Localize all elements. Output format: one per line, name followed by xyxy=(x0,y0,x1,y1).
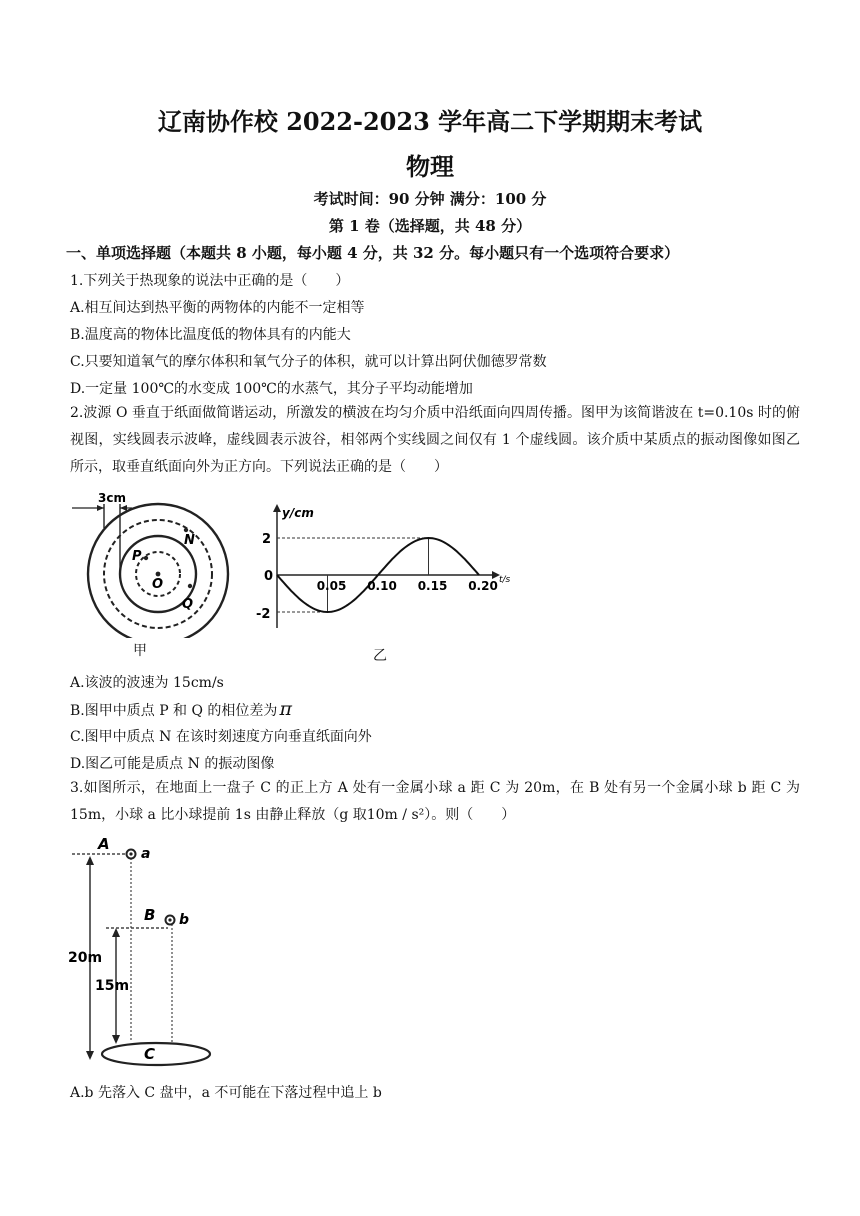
q2-stem: 2.波源 O 垂直于纸面做简谐运动，所激发的横波在均匀介质中沿纸面向四周传播。图甲为该简谐波在 t=0.10s 时的俯视图，实线圆表示波峰，虚线圆表示波谷，相邻两个实线圆之间仅有 1 个虚线圆。该介质中某质点的振动图像如图乙所示，取垂直纸面向外为正方向。下列说法正确的是（ ） xyxy=(70,405,800,475)
dim-label: 3cm xyxy=(98,491,126,505)
label-b: b xyxy=(179,912,190,928)
label-a: a xyxy=(141,846,151,862)
x-tick-010: 0.10 xyxy=(367,579,397,593)
q2-option-c: C.图甲中质点 N 在该时刻速度方向垂直纸面向外 xyxy=(70,729,372,745)
q2-option-a: A.该波的波速为 15cm/s xyxy=(70,675,224,691)
x-axis-label: t/s xyxy=(499,575,510,585)
x-tick-020: 0.20 xyxy=(468,579,498,593)
exam-title: 辽南协作校 2022-2023 学年高二下学期期末考试 xyxy=(157,107,703,136)
q1-option-a: A.相互间达到热平衡的两物体的内能不一定相等 xyxy=(70,300,365,316)
label-p: P xyxy=(132,549,142,564)
label-n: N xyxy=(184,533,195,548)
q3-stem: 3.如图所示，在地面上一盘子 C 的正上方 A 处有一金属小球 a 距 C 为 20m，在 B 处有另一个金属小球 b 距 C 为 15m，小球 a 比小球提前 1s 由静止释放（g 取10m / s²）。则（ ） xyxy=(70,780,800,823)
y-tick-neg: -2 xyxy=(256,607,271,622)
q2-option-d: D.图乙可能是质点 N 的振动图像 xyxy=(70,756,275,772)
label-A: A xyxy=(98,835,110,853)
q2-option-b-wrap xyxy=(70,698,292,720)
q3-figure xyxy=(68,832,218,1070)
q1-option-c: C.只要知道氧气的摩尔体积和氧气分子的体积，就可以计算出阿伏伽德罗常数 xyxy=(70,354,547,370)
label-o: O xyxy=(152,577,164,592)
x-tick-005: 0.05 xyxy=(316,579,347,593)
plate-c xyxy=(102,1043,210,1065)
label-C: C xyxy=(144,1045,156,1063)
y-axis-label: y/cm xyxy=(282,506,314,520)
caption-yi: 乙 xyxy=(373,648,387,664)
origin-label: 0 xyxy=(264,569,274,584)
height-15m: 15m xyxy=(95,978,130,994)
label-q: Q xyxy=(182,597,194,612)
exam-info: 考试时间：90 分钟 满分：100 分 xyxy=(313,190,547,208)
q2-figure-left xyxy=(70,488,230,638)
caption-jia: 甲 xyxy=(133,643,147,659)
height-20m: 20m xyxy=(68,950,103,966)
x-tick-015: 0.15 xyxy=(417,579,448,593)
q2-figure-right xyxy=(250,502,510,632)
q1-stem: 1.下列关于热现象的说法中正确的是（ ） xyxy=(70,273,350,289)
section-heading: 一、单项选择题（本题共 8 小题，每小题 4 分，共 32 分。每小题只有一个选项符合要求） xyxy=(66,244,680,262)
q2-option-b: B.图甲中质点 P 和 Q 的相位差为 xyxy=(70,703,278,719)
y-tick-pos: 2 xyxy=(262,532,272,547)
label-B: B xyxy=(144,906,156,924)
pi-symbol: π xyxy=(279,698,292,720)
subject-title: 物理 xyxy=(406,152,454,181)
volume-title: 第 1 卷（选择题，共 48 分） xyxy=(328,217,532,235)
q1-option-b: B.温度高的物体比温度低的物体具有的内能大 xyxy=(70,327,351,343)
q3-option-a: A.b 先落入 C 盘中，a 不可能在下落过程中追上 b xyxy=(70,1085,382,1101)
q1-option-d: D.一定量 100℃的水变成 100℃的水蒸气，其分子平均动能增加 xyxy=(70,381,473,397)
